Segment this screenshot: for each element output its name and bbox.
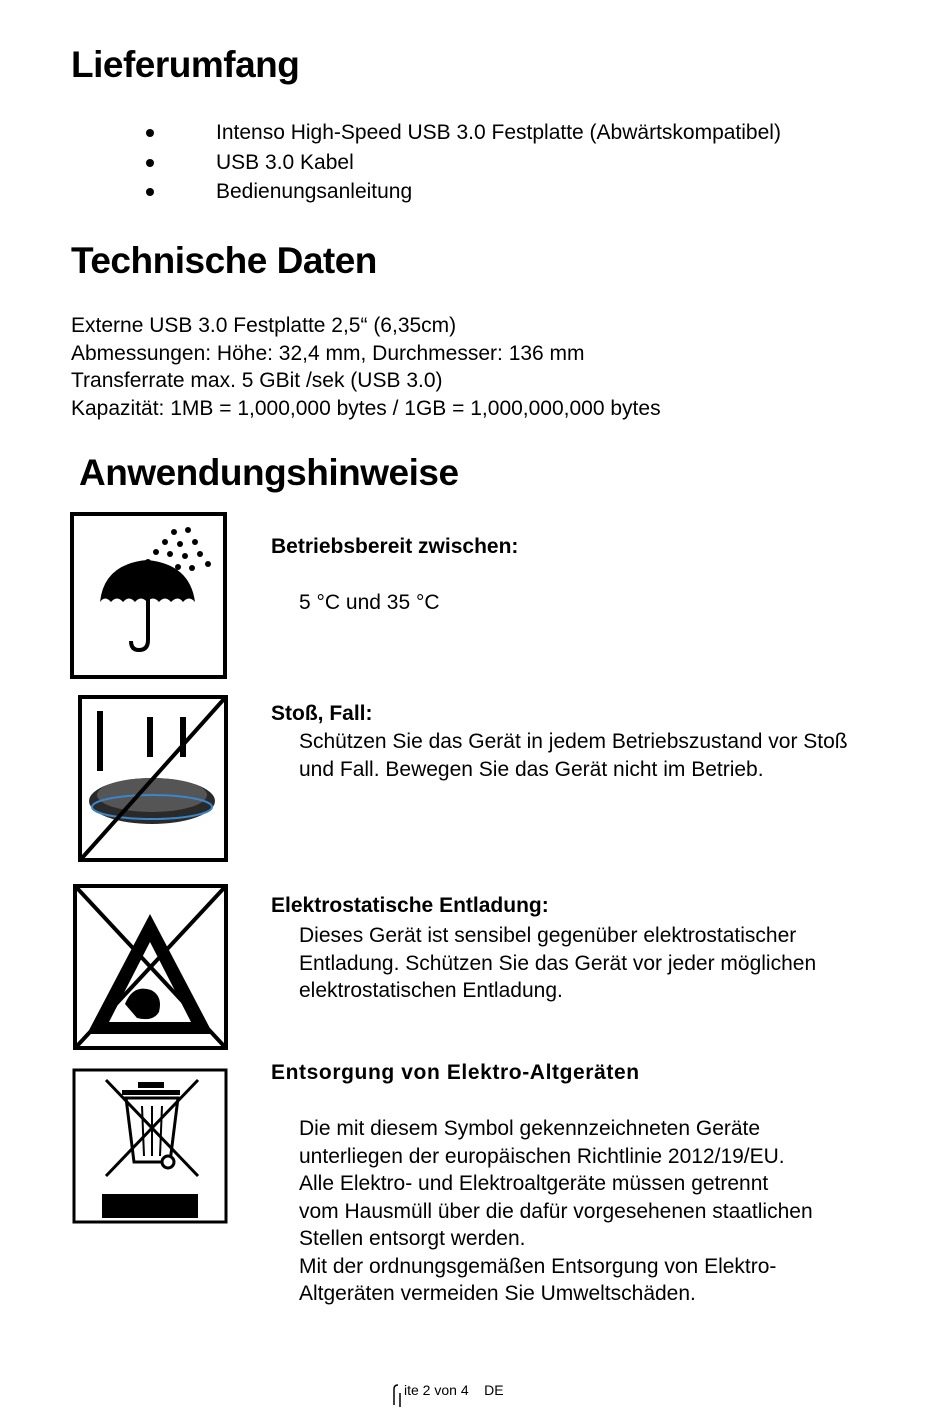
bullet-icon — [146, 129, 154, 137]
text-line: Altgeräten vermeiden Sie Umweltschäden. — [299, 1282, 696, 1305]
text-line: Alle Elektro- und Elektroaltgeräte müssen getrennt — [299, 1172, 769, 1195]
heading-anwendungshinweise: Anwendungshinweise — [79, 452, 459, 493]
page-number: ite 2 von 4 — [404, 1382, 469, 1398]
text-line: Schützen Sie das Gerät in jedem Betriebszustand vor Stoß — [299, 730, 848, 753]
section-title-operating-temperature: Betriebsbereit zwischen: — [271, 535, 519, 558]
page-edge-icon — [390, 1383, 404, 1407]
section-text-shock-fall — [299, 728, 848, 783]
section-title-esd: Elektrostatische Entladung: — [271, 894, 549, 917]
no-drop-icon — [78, 695, 228, 862]
heading-lieferumfang: Lieferumfang — [71, 44, 300, 85]
spec-line: Externe USB 3.0 Festplatte 2,5“ (6,35cm) — [71, 314, 457, 337]
text-line: Die mit diesem Symbol gekennzeichneten Geräte — [299, 1117, 761, 1140]
text-line: Dieses Gerät ist sensibel gegenüber elektrostatischer — [299, 924, 797, 947]
esd-warning-icon — [73, 884, 228, 1050]
spec-line: Kapazität: 1MB = 1,000,000 bytes / 1GB = 1,000,000,000 bytes — [71, 397, 661, 421]
section-text-esd — [299, 922, 816, 1005]
bullet-icon — [146, 159, 154, 167]
text-line: und Fall. Bewegen Sie das Gerät nicht im Betrieb. — [299, 757, 764, 781]
text-line: Stellen entsorgt werden. — [299, 1227, 526, 1250]
section-text-operating-temperature — [299, 589, 440, 617]
spec-line: Transferrate max. 5 GBit /sek (USB 3.0) — [71, 369, 443, 393]
list-item-text: Intenso High-Speed USB 3.0 Festplatte (Abwärtskompatibel) — [216, 121, 781, 144]
section-text-weee — [299, 1115, 813, 1308]
spec-line: Abmessungen: Höhe: 32,4 mm, Durchmesser: 136 mm — [71, 341, 585, 365]
section-title-weee: Entsorgung von Elektro-Altgeräten — [271, 1061, 640, 1084]
language-code: DE — [484, 1382, 504, 1398]
spec-lines — [71, 312, 661, 423]
section-title-shock-fall: Stoß, Fall: — [271, 702, 373, 725]
bullet-icon — [146, 188, 154, 196]
text-line: vom Hausmüll über die dafür vorgesehenen staatlichen — [299, 1199, 813, 1223]
text-line: Entladung. Schützen Sie das Gerät vor jeder möglichen — [299, 951, 817, 975]
list-item-text: USB 3.0 Kabel — [216, 150, 354, 174]
text-line: Mit der ordnungsgemäßen Entsorgung von Elektro- — [299, 1254, 777, 1278]
text-line: elektrostatischen Entladung. — [299, 979, 563, 1002]
list-item-text: Bedienungsanleitung — [216, 180, 413, 203]
umbrella-icon — [70, 512, 227, 679]
page-footer — [390, 1382, 504, 1407]
weee-bin-icon — [72, 1068, 228, 1224]
text-line: 5 °C und 35 °C — [299, 591, 440, 614]
heading-technische-daten: Technische Daten — [71, 240, 377, 281]
text-line: unterliegen der europäischen Richtlinie 2012/19/EU. — [299, 1144, 785, 1168]
